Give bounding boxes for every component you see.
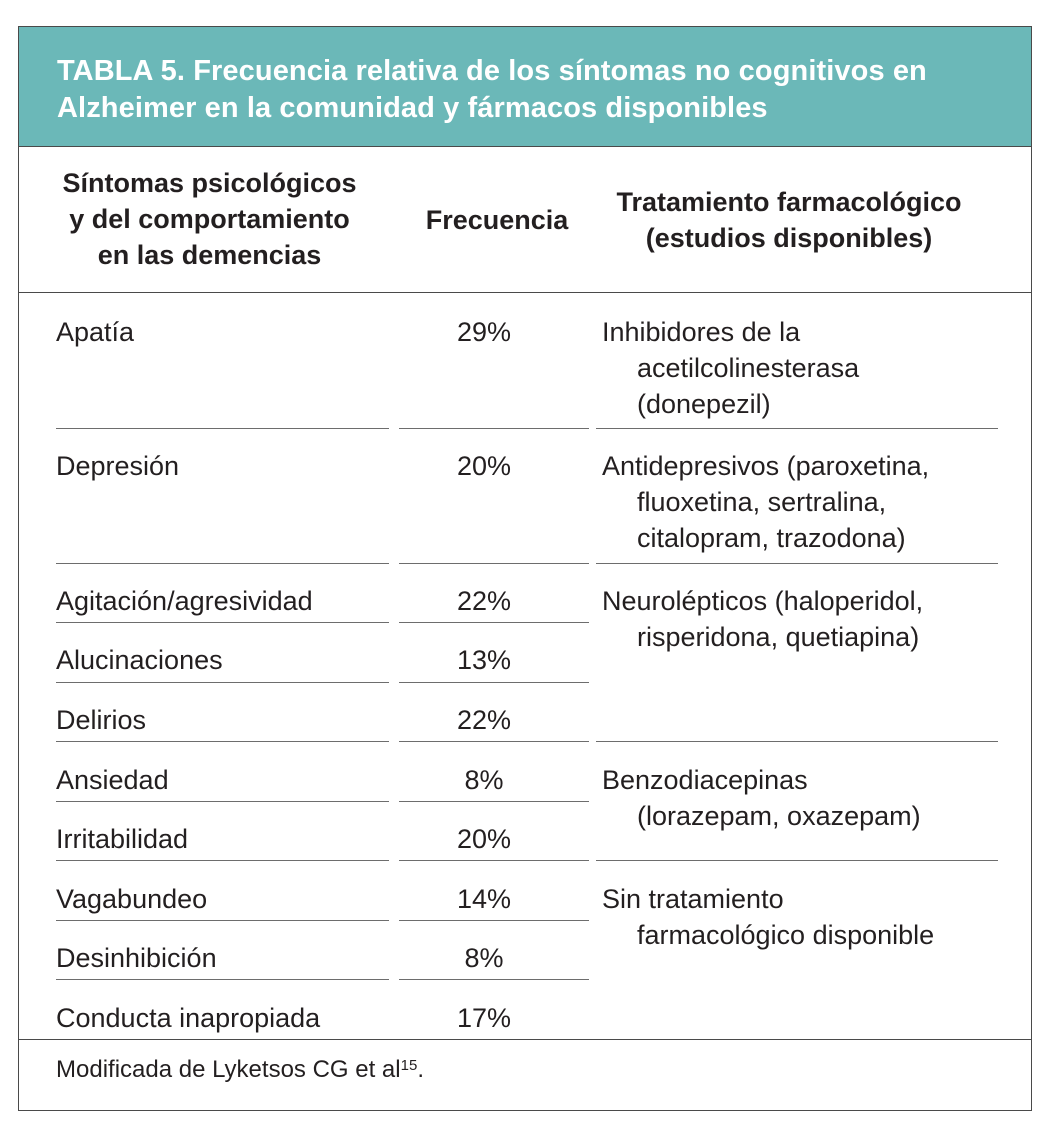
treatment-line: farmacológico disponible [637, 920, 935, 950]
table-row-symptom: Vagabundeo [56, 884, 208, 914]
table-footnote [19, 1039, 1031, 1112]
row-divider [56, 860, 389, 861]
treatment-line: citalopram, trazodona) [637, 523, 906, 553]
footnote-text: Modificada de Lyketsos CG et al [56, 1056, 401, 1083]
row-divider [56, 682, 389, 683]
treatment-line: (lorazepam, oxazepam) [637, 801, 921, 831]
table-row-symptom: Irritabilidad [56, 824, 189, 854]
row-divider [56, 801, 389, 802]
footnote-end: . [417, 1056, 424, 1083]
table-frame [18, 26, 1032, 1111]
table-row-symptom: Conducta inapropiada [56, 1003, 321, 1033]
row-divider [399, 682, 589, 683]
treatment-line: Antidepresivos (paroxetina, [602, 451, 930, 481]
treatment-line: Inhibidores de la [602, 317, 801, 347]
header-symptoms [37, 165, 382, 273]
table-row-frequency: 20% [456, 824, 512, 854]
table-row-frequency: 29% [456, 317, 512, 347]
table-row-symptom: Depresión [56, 451, 180, 481]
row-divider [399, 428, 589, 429]
treatment-group-benzodiazepines [602, 762, 921, 834]
table-title-line-2: Alzheimer en la comunidad y fármacos disponibles [57, 92, 768, 124]
table-body [19, 293, 1031, 1040]
treatment-line: Neurolépticos (haloperidol, [602, 586, 924, 616]
treatment-group-antidepressants [602, 448, 929, 556]
table-row-frequency: 8% [464, 943, 504, 973]
row-divider [56, 563, 389, 564]
table-row-frequency: 13% [456, 645, 512, 675]
table-row-symptom: Ansiedad [56, 765, 169, 795]
row-divider [596, 741, 998, 742]
treatment-group-neuroleptics [602, 583, 923, 655]
row-divider [56, 979, 389, 980]
row-divider [399, 860, 589, 861]
row-divider [399, 622, 589, 623]
table-header-row [19, 147, 1031, 293]
row-divider [596, 860, 998, 861]
row-divider [56, 920, 389, 921]
treatment-line: Benzodiacepinas [602, 765, 808, 795]
header-treatment-line-2: (estudios disponibles) [645, 223, 933, 253]
treatment-line: acetilcolinesterasa [637, 353, 860, 383]
row-divider [56, 741, 389, 742]
row-divider [596, 563, 998, 564]
row-divider [399, 741, 589, 742]
table-row-symptom: Alucinaciones [56, 645, 223, 675]
footnote-reference: 15 [400, 1057, 418, 1074]
row-divider [399, 563, 589, 564]
header-symptoms-line-3: en las demencias [97, 240, 322, 270]
treatment-line: (donepezil) [637, 389, 771, 419]
header-symptoms-line-1: Síntomas psicológicos [62, 168, 357, 198]
row-divider [56, 622, 389, 623]
row-divider [399, 801, 589, 802]
table-row-frequency: 17% [456, 1003, 512, 1033]
row-divider [596, 428, 998, 429]
table-title [19, 27, 1031, 147]
table-row-symptom: Desinhibición [56, 943, 217, 973]
row-divider [399, 979, 589, 980]
header-treatment [579, 184, 999, 256]
treatment-line: fluoxetina, sertralina, [637, 487, 887, 517]
table-row-frequency: 8% [464, 765, 504, 795]
table-row-symptom: Delirios [56, 705, 147, 735]
table-row-frequency: 20% [456, 451, 512, 481]
treatment-line: risperidona, quetiapina) [637, 622, 920, 652]
table-row-frequency: 14% [456, 884, 512, 914]
treatment-line: Sin tratamiento [602, 884, 784, 914]
header-frequency: Frecuencia [425, 205, 569, 235]
header-treatment-line-1: Tratamiento farmacológico [616, 187, 962, 217]
header-symptoms-line-2: y del comportamiento [69, 204, 350, 234]
treatment-group-cholinesterase [602, 314, 859, 422]
table-title-line-1: TABLA 5. Frecuencia relativa de los síntomas no cognitivos en [57, 55, 927, 87]
table-row-frequency: 22% [456, 705, 512, 735]
table-row-symptom: Apatía [56, 317, 135, 347]
row-divider [399, 920, 589, 921]
treatment-group-none [602, 881, 934, 953]
table-row-frequency: 22% [456, 586, 512, 616]
table-row-symptom: Agitación/agresividad [56, 586, 313, 616]
row-divider [56, 428, 389, 429]
